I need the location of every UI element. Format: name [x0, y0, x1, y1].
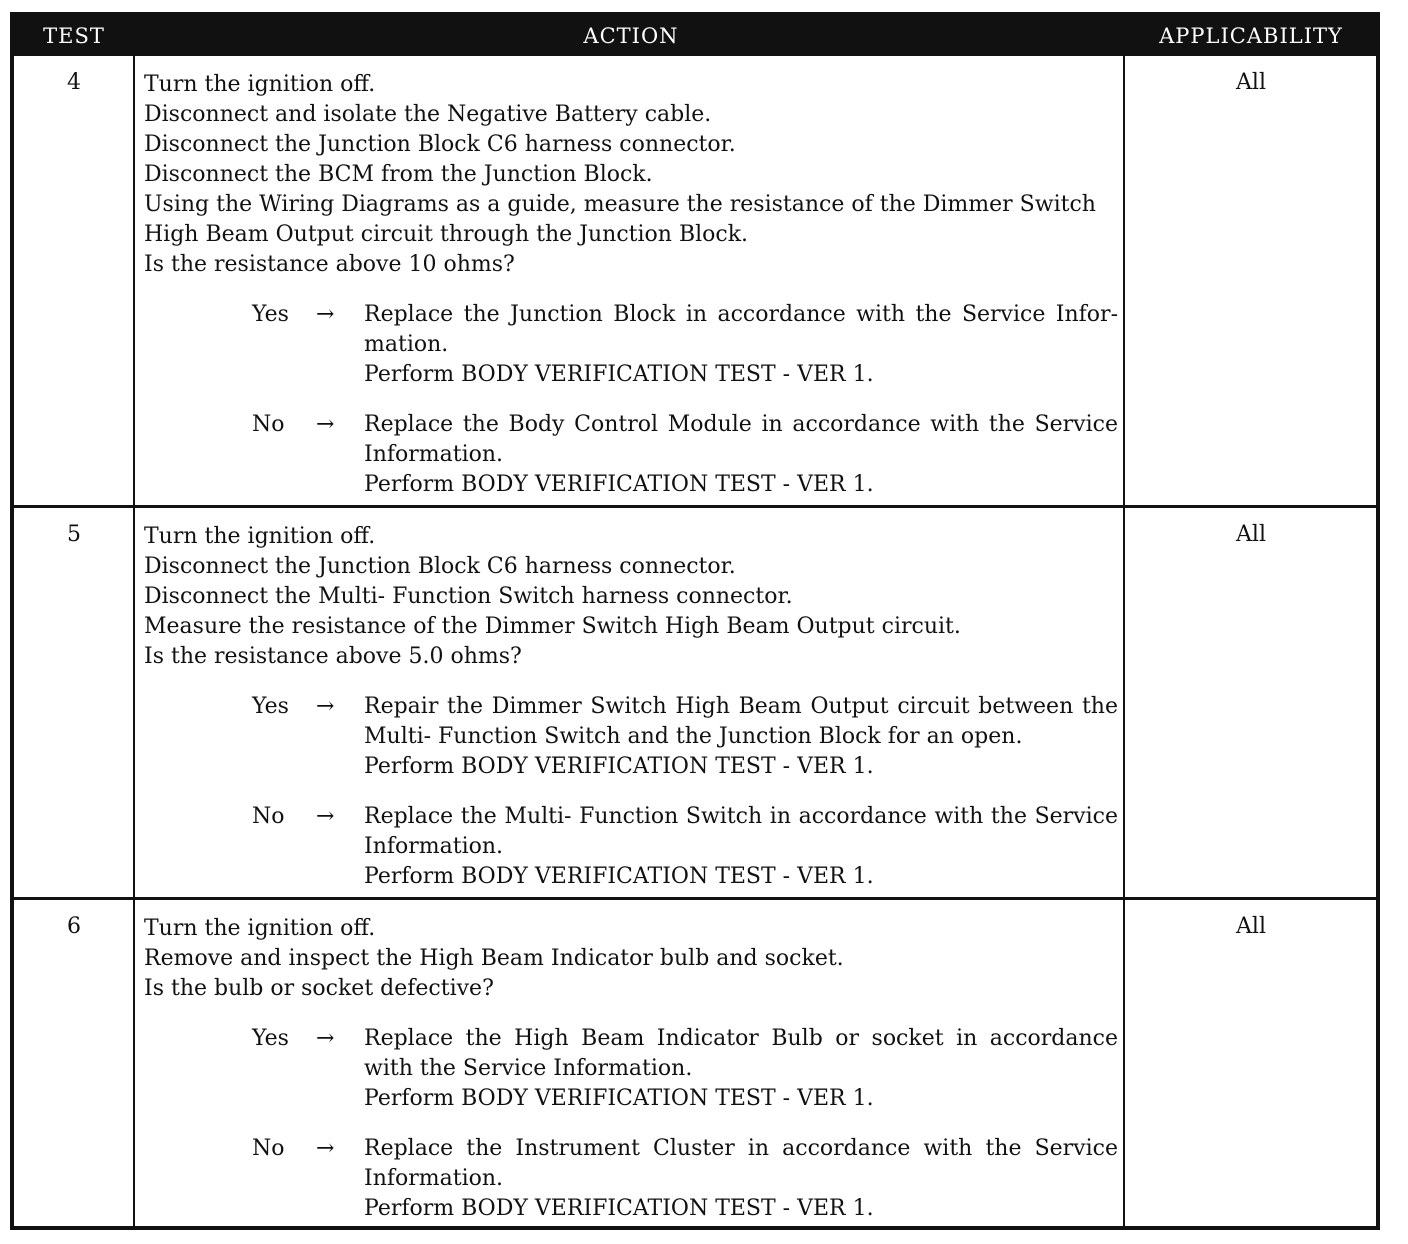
table-row: [14, 900, 1376, 1230]
test-number: 6: [67, 914, 81, 939]
action-step: Measure the resistance of the Dimmer Switch High Beam Output circuit.: [144, 614, 961, 639]
applicability-value: All: [1236, 914, 1266, 939]
outcome-no: [144, 802, 1118, 892]
action-step: Turn the ignition off.: [144, 916, 376, 941]
verification-step: Perform BODY VERIFICATION TEST - VER 1.: [364, 1196, 874, 1221]
right-arrow-icon: →: [316, 412, 335, 437]
verification-step: Perform BODY VERIFICATION TEST - VER 1.: [364, 754, 874, 779]
action-step: Disconnect the Junction Block C6 harness connector.: [144, 554, 736, 579]
outcomes: [144, 692, 1118, 892]
action-step: Is the resistance above 10 ohms?: [144, 252, 515, 277]
action-cell: [144, 70, 1118, 520]
outcome-no: [144, 1134, 1118, 1224]
verification-step: Perform BODY VERIFICATION TEST - VER 1.: [364, 472, 874, 497]
action-step: Disconnect the Junction Block C6 harness connector.: [144, 132, 736, 157]
outcome-label: Yes: [252, 302, 289, 327]
verification-step: Perform BODY VERIFICATION TEST - VER 1.: [364, 864, 874, 889]
header-applicability: APPLICABILITY: [1159, 24, 1343, 48]
outcome-text: Replace the Body Control Module in accordance with the Service Information.: [364, 412, 1118, 467]
outcome-label: Yes: [252, 1026, 289, 1051]
outcome-label: Yes: [252, 694, 289, 719]
right-arrow-icon: →: [316, 694, 335, 719]
right-arrow-icon: →: [316, 302, 335, 327]
diagnostic-table: [10, 12, 1380, 1230]
applicability-value: All: [1236, 70, 1266, 95]
outcome-yes: [144, 692, 1118, 782]
applicability-value: All: [1236, 522, 1266, 547]
action-step: Turn the ignition off.: [144, 524, 376, 549]
test-number: 4: [67, 70, 81, 95]
outcomes: [144, 300, 1118, 500]
action-step: Is the resistance above 5.0 ohms?: [144, 644, 522, 669]
action-step: Using the Wiring Diagrams as a guide, measure the resistance of the Dimmer Switch: [144, 192, 1096, 217]
outcome-label: No: [252, 1136, 285, 1161]
outcome-label: No: [252, 804, 285, 829]
action-step: Turn the ignition off.: [144, 72, 376, 97]
action-step: High Beam Output circuit through the Junction Block.: [144, 222, 749, 247]
action-step: Disconnect the Multi- Function Switch harness connector.: [144, 584, 793, 609]
outcome-text: Replace the Instrument Cluster in accordance with the Service Information.: [364, 1136, 1118, 1191]
verification-step: Perform BODY VERIFICATION TEST - VER 1.: [364, 1086, 874, 1111]
right-arrow-icon: →: [316, 804, 335, 829]
outcomes: [144, 1024, 1118, 1224]
table-row: [14, 56, 1376, 505]
action-step: Disconnect and isolate the Negative Battery cable.: [144, 102, 712, 127]
right-arrow-icon: →: [316, 1026, 335, 1051]
header-action: ACTION: [583, 24, 679, 48]
verification-step: Perform BODY VERIFICATION TEST - VER 1.: [364, 362, 874, 387]
right-arrow-icon: →: [316, 1136, 335, 1161]
outcome-no: [144, 410, 1118, 500]
outcome-text: Replace the Junction Block in accordance with the Service Infor- mation.: [364, 302, 1118, 357]
outcome-yes: [144, 300, 1118, 390]
outcome-yes: [144, 1024, 1118, 1114]
header-test: TEST: [43, 24, 105, 48]
action-cell: [144, 914, 1118, 1244]
action-step: Is the bulb or socket defective?: [144, 976, 494, 1001]
action-step: Disconnect the BCM from the Junction Block.: [144, 162, 653, 187]
test-number: 5: [67, 522, 81, 547]
outcome-text: Replace the Multi- Function Switch in accordance with the Service Information.: [364, 804, 1118, 859]
outcome-text: Replace the High Beam Indicator Bulb or socket in accordance with the Service Information.: [364, 1026, 1118, 1081]
action-cell: [144, 522, 1118, 912]
outcome-text: Repair the Dimmer Switch High Beam Output circuit between the Multi- Function Switch and the Junction Block for an open.: [364, 694, 1118, 749]
table-row: [14, 508, 1376, 897]
action-step: Remove and inspect the High Beam Indicator bulb and socket.: [144, 946, 844, 971]
outcome-label: No: [252, 412, 285, 437]
table-header: [14, 16, 1376, 56]
